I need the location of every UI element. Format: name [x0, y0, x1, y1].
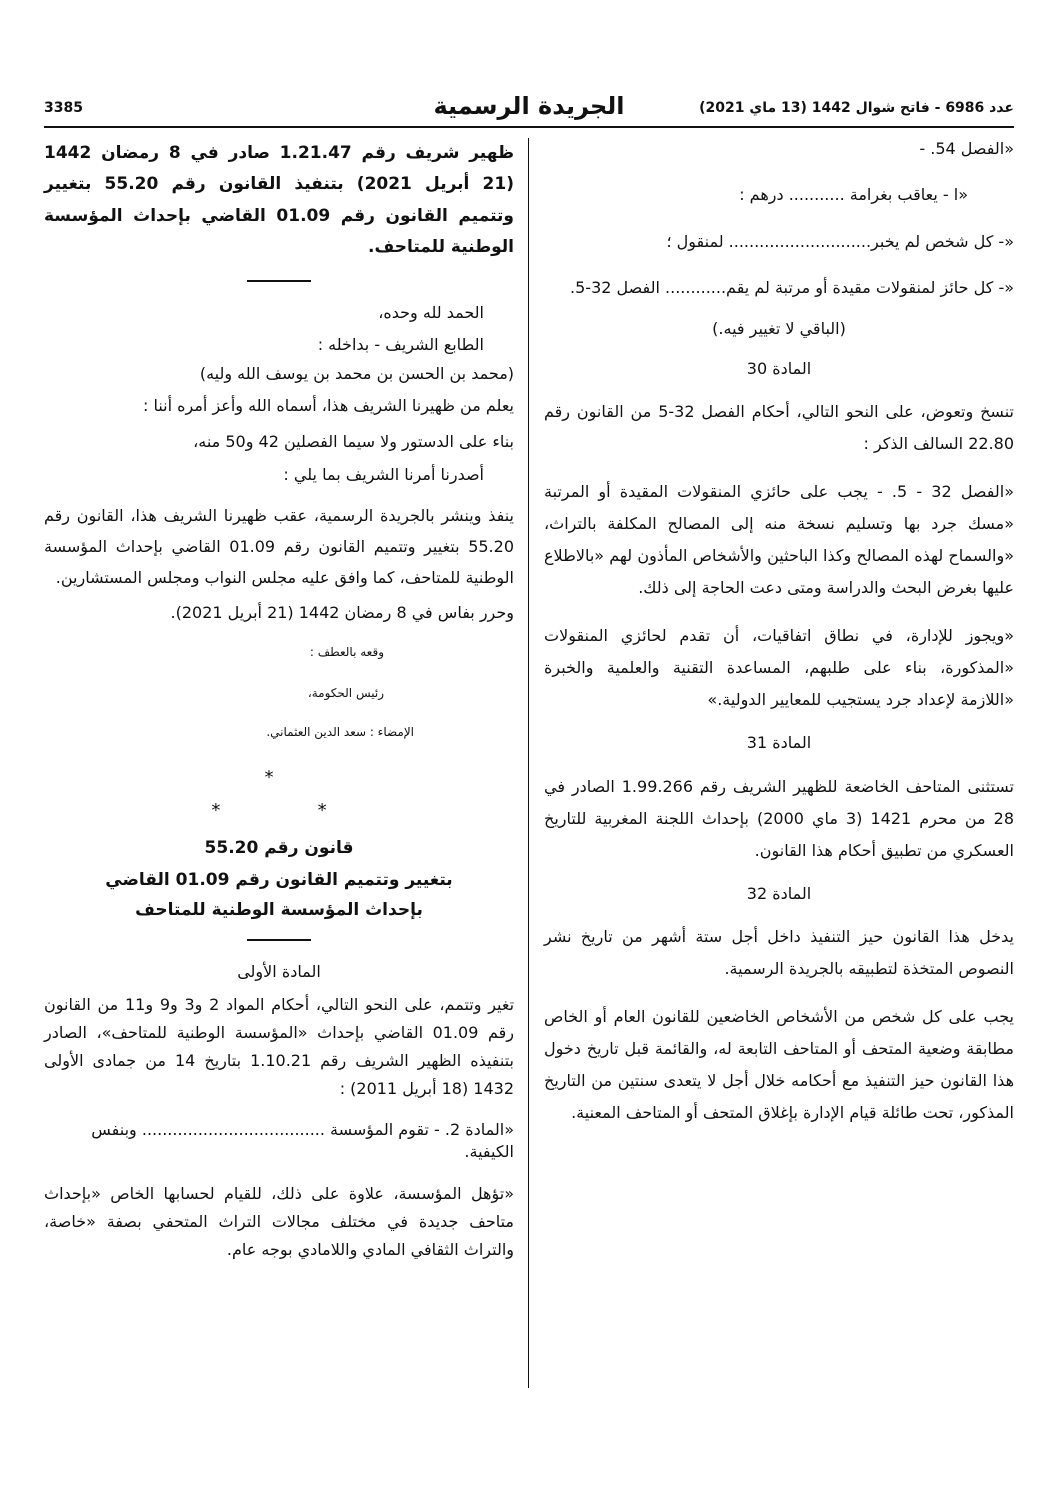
execution-text: ينفذ وينشر بالجريدة الرسمية، عقب ظهيرنا الشريف هذا، القانون رقم 55.20 بتغيير وتتميم القانون رقم 01.09 القاضي بإحداث المؤسسة الوطنية للمتاحف، كما وافق عليه مجلس النواب ومجلس المستشارين. [44, 506, 514, 588]
decree-line: أصدرنا أمرنا الشريف بما يلي : [283, 464, 484, 484]
article-32-text-2: يجب على كل شخص من الأشخاص الخاضعين للقانون العام أو الخاص مطابقة وضعية المتحف أو المتاحف التابعة له، والقائمة قبل تاريخ دخول هذا القانون حيز التنفيذ مع أحكامه خلال أجل لا يتعدى سنتين من التاريخ المذكور، تحت طائلة قيام الإدارة بإغلاق المتحف أو المتاحف المعنية. [544, 1007, 1014, 1123]
right-column [544, 138, 1014, 1145]
announcement: يعلم من ظهيرنا الشريف هذا، أسماه الله وأعز أمره أننا : [142, 395, 514, 415]
head-of-government: رئيس الحكومة، [307, 685, 384, 700]
article-32-title: المادة 32 [746, 883, 812, 903]
article-30-quote-1: «الفصل 32 - 5. - يجب على حائزي المنقولات المقيدة أو المرتبة «مسك جرد بها وتسليم نسخة منه إلى المصالح المكلفة بالتراث، «والسماح لهذه المصالح وكذا الباحثين والأشخاص المأذون لهم «بالاطلاع عليها بغرض البحث والدراسة ومتى دعت الحاجة إلى ذلك. [544, 482, 1015, 598]
person-line: «- كل شخص لم يخبر............................ لمنقول ؛ [666, 231, 1014, 251]
remainder-note: (الباقي لا تغيير فيه.) [712, 318, 846, 338]
countersign-label: وقعه بالعطف : [309, 645, 384, 660]
issue-info: عدد 6986 - فاتح شوال 1442 (13 ماي 2021) [699, 100, 1014, 116]
column-divider [528, 138, 529, 1388]
article-2-line: «المادة 2. - تقوم المؤسسة .................................... وبنفس الكيفية. [91, 1120, 514, 1162]
article-1-title: المادة الأولى [237, 961, 321, 981]
article-31-text: تستثنى المتاحف الخاضعة للظهير الشريف رقم 1.99.266 الصادر في 28 من محرم 1421 (3 ماي 2000) بإحداث اللجنة المغربية للتاريخ العسكري من تطبيق أحكام هذا القانون. [544, 776, 1015, 860]
law-subtitle-1: بتغيير وتتميم القانون رقم 01.09 القاضي [105, 870, 453, 891]
seal-label: الطابع الشريف - بداخله : [317, 335, 484, 355]
dahir-title: ظهير شريف رقم 1.21.47 صادر في 8 رمضان 1442 (21 أبريل 2021) بتنفيذ القانون رقم 55.20 بتغيير وتتميم القانون رقم 01.09 القاضي بإحداث المؤسسة الوطنية للمتاحف. [44, 143, 514, 258]
based-on: بناء على الدستور ولا سيما الفصلين 42 و50 منه، [193, 432, 514, 452]
article-30-text: تنسخ وتعوض، على النحو التالي، أحكام الفصل 32-5 من القانون رقم 22.80 السالف الذكر : [544, 402, 1014, 454]
chapter54-line: «الفصل 54. - [919, 139, 1014, 158]
seal-name: (محمد بن الحسن بن محمد بن يوسف الله وليه) [199, 363, 514, 383]
law-number: قانون رقم 55.20 [204, 838, 354, 859]
page-number: 3385 [44, 100, 83, 116]
article-2-quote: «تؤهل المؤسسة، علاوة على ذلك، للقيام لحسابها الخاص «بإحداث متاحف جديدة في مختلف مجالات التراث المتحفي بصفة «خاصة، والتراث الثقافي المادي واللامادي بوجه عام. [44, 1183, 514, 1259]
fine-line: «ا - يعاقب بغرامة ........... درهم : [739, 185, 968, 205]
left-column [44, 138, 514, 1280]
law-rule [247, 939, 311, 941]
title-rule [247, 280, 311, 282]
article-30-quote-2: «ويجوز للإدارة، في نطاق اتفاقيات، أن تقدم لحائزي المنقولات «المذكورة، بناء على طلبهم، المساعدة التقنية والعلمية والخبرة «اللازمة لإعداد جرد يستجيب للمعايير الدولية.» [544, 626, 1014, 710]
article-30-title: المادة 30 [746, 358, 812, 378]
done-at: وحرر بفاس في 8 رمضان 1442 (21 أبريل 2021). [170, 602, 514, 622]
page-header [44, 92, 1014, 128]
gazette-title: الجريدة الرسمية [433, 92, 625, 120]
separator-stars: * * * [211, 767, 347, 821]
article-32-text-1: يدخل هذا القانون حيز التنفيذ داخل أجل ستة أشهر من تاريخ نشر النصوص المتخذة لتطبيقه بالجريدة الرسمية. [544, 927, 1014, 979]
signature-line: الإمضاء : سعد الدين العثماني. [266, 724, 414, 739]
article-1-text: تغير وتتمم، على النحو التالي، أحكام المواد 2 و3 و9 و11 من القانون رقم 01.09 القاضي بإحداث «المؤسسة الوطنية للمتاحف»، الصادر بتنفيذه الظهير الشريف رقم 1.10.21 بتاريخ 14 من جمادى الأولى 1432 (18 أبريل 2011) : [44, 995, 515, 1098]
law-subtitle-2: بإحداث المؤسسة الوطنية للمتاحف [135, 899, 423, 920]
praise-line: الحمد لله وحده، [378, 302, 484, 322]
holder-line: «- كل حائز لمنقولات مقيدة أو مرتبة لم يقم............ الفصل 32-5. [570, 278, 1014, 298]
article-31-title: المادة 31 [746, 733, 812, 753]
